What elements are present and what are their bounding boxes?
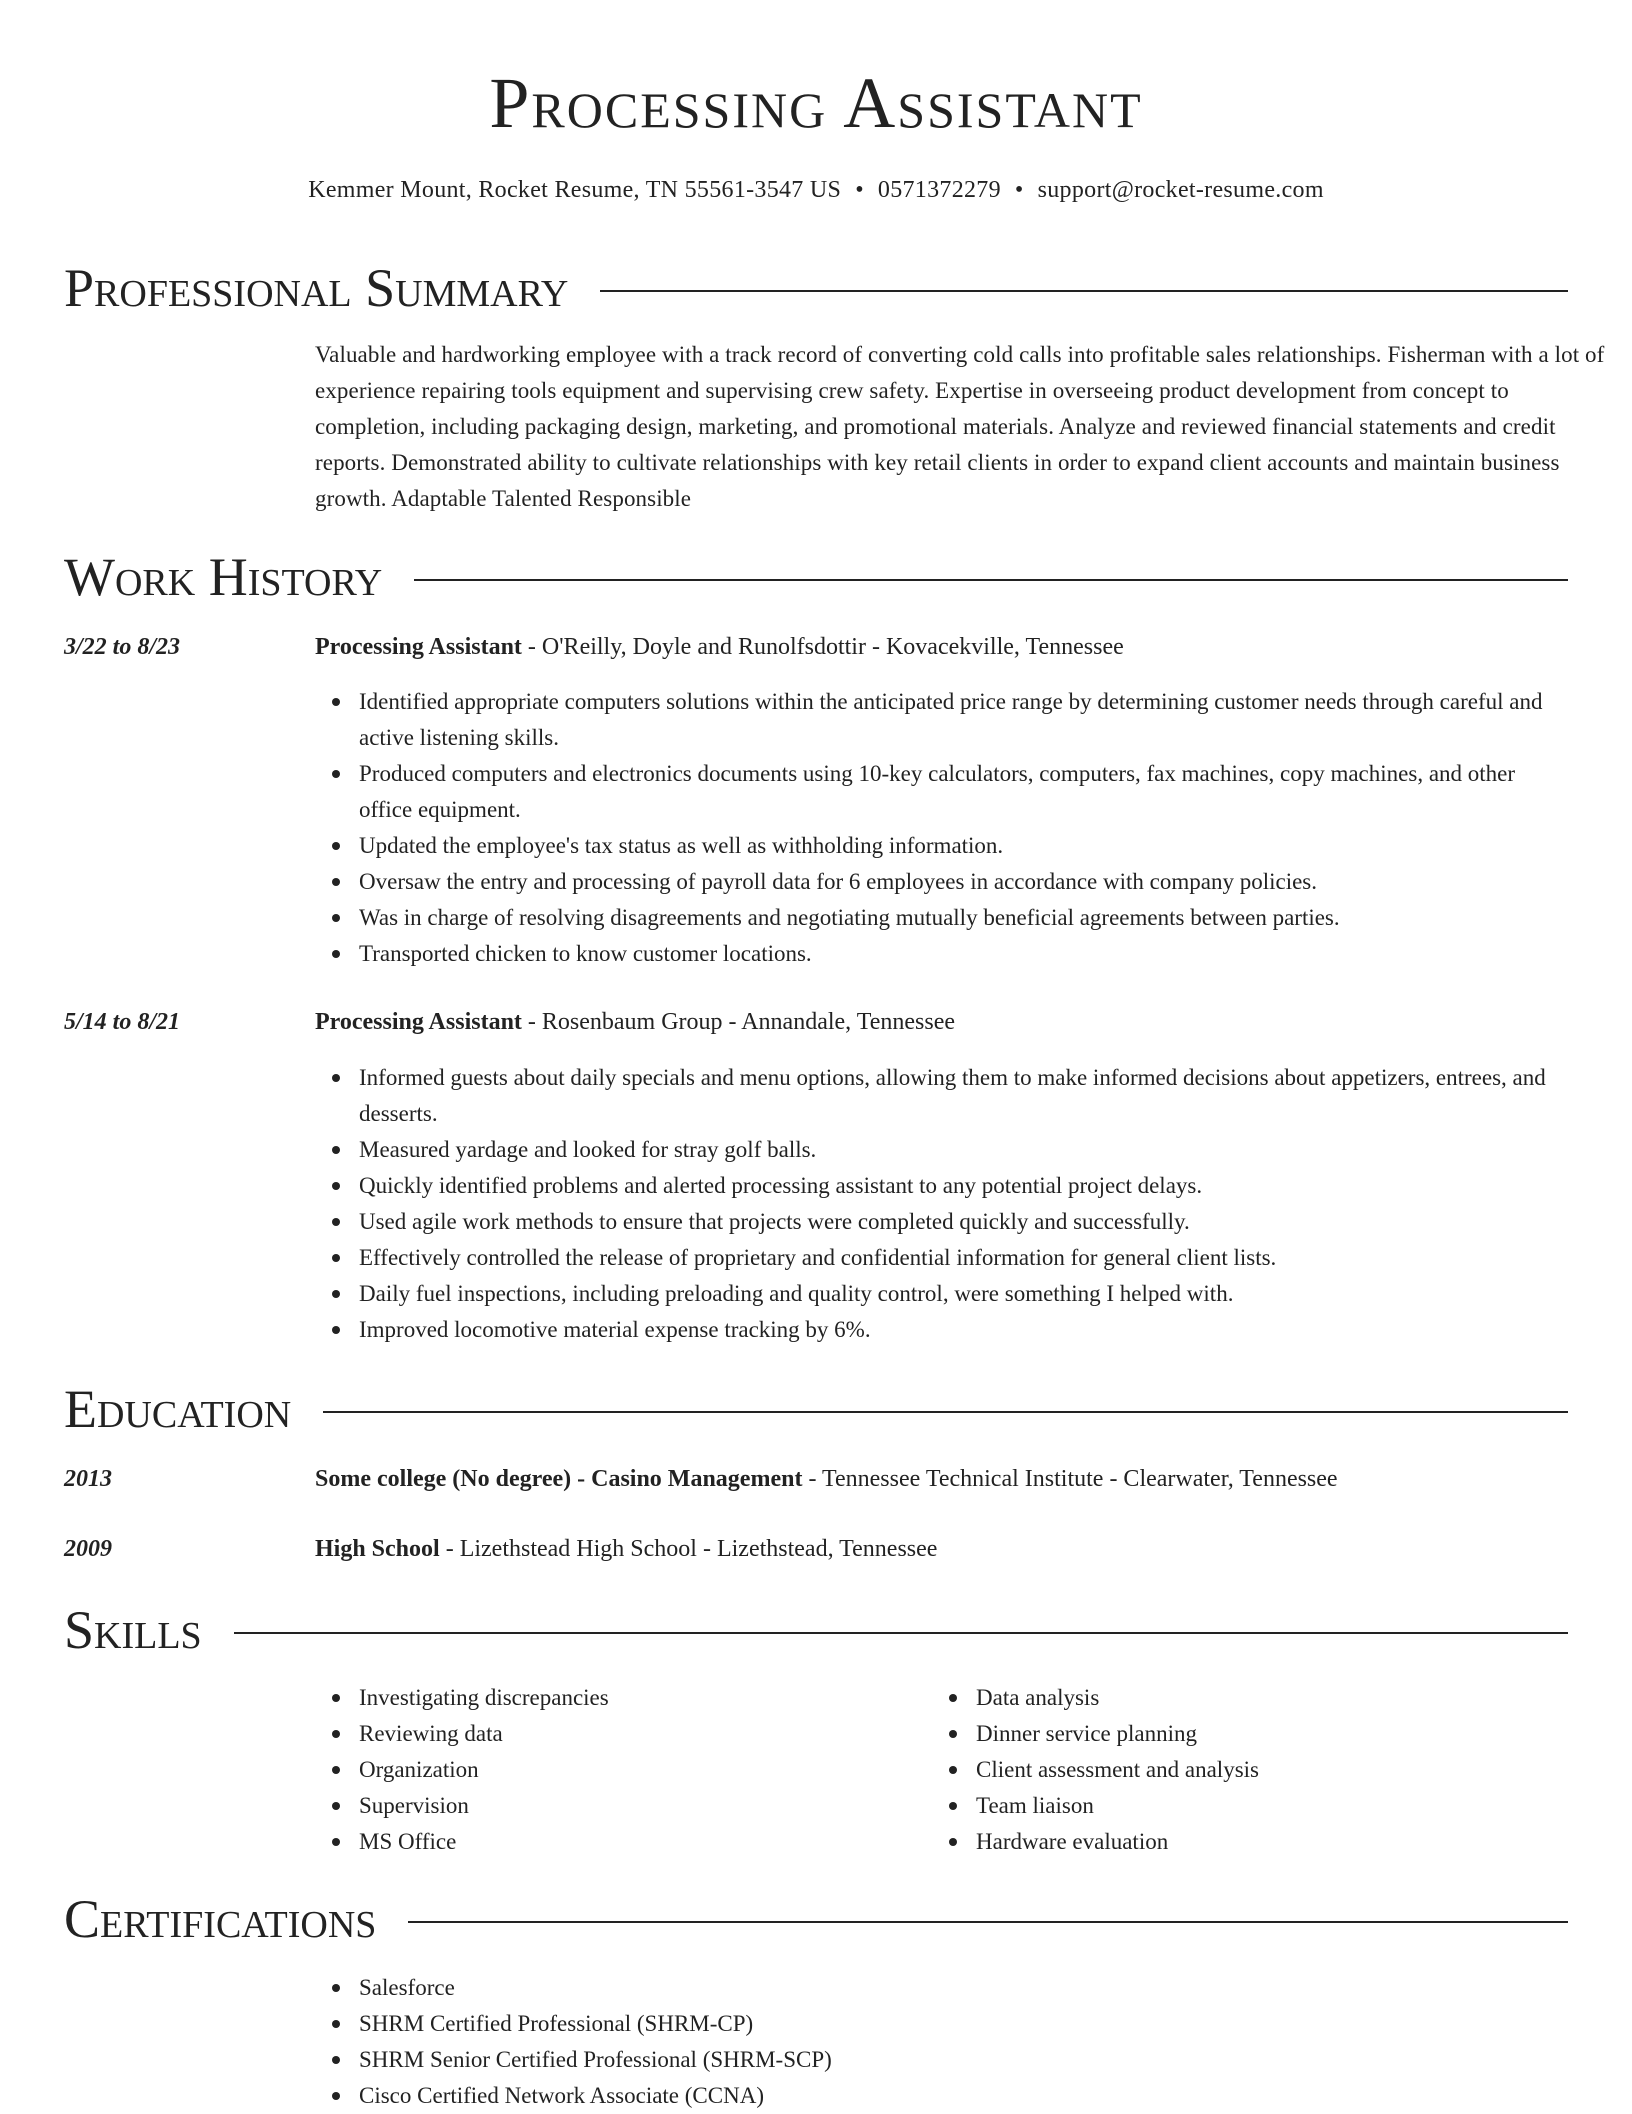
section-title-skills: Skills xyxy=(64,1600,202,1660)
bullet-icon xyxy=(332,950,340,958)
bullet-icon xyxy=(332,1146,340,1154)
summary-text: Valuable and hardworking employee with a track record of converting cold calls into profitable sales relationships. Fisherman with a lot of experience repairing tools equipment and supervising crew safety. Expertise in overseeing product development from concept to completion, including packaging design, marketing, and promotional materials. Analyze and reviewed financial statements and credit reports. Demonstrated ability to cultivate relationships with key retail clients in order to expand client accounts and maintain business growth. Adaptable Talented Responsible xyxy=(315,342,1605,511)
bullet-icon xyxy=(332,698,340,706)
skill-text: Dinner service planning xyxy=(976,1721,1197,1746)
bullet-text: Used agile work methods to ensure that projects were completed quickly and successfully. xyxy=(359,1209,1190,1234)
contact-phone: 0571372279 xyxy=(877,177,1001,203)
skills-section-header xyxy=(64,1598,1568,1662)
bullet-icon xyxy=(332,1730,340,1738)
section-divider xyxy=(414,579,1568,581)
list-item xyxy=(315,2042,1568,2078)
bullet-text: Oversaw the entry and processing of payroll data for 6 employees in accordance with company policies. xyxy=(359,869,1318,894)
bullet-icon xyxy=(332,1694,340,1702)
list-item xyxy=(315,1060,1568,1132)
list-item xyxy=(315,1312,1568,1348)
bullet-icon xyxy=(949,1694,957,1702)
bullet-text: Improved locomotive material expense tracking by 6%. xyxy=(359,1317,871,1342)
bullet-text: Produced computers and electronics documents using 10-key calculators, computers, fax machines, copy machines, and other office equipment. xyxy=(359,761,1516,822)
list-item xyxy=(932,1716,1492,1752)
bullet-icon xyxy=(332,914,340,922)
bullet-icon xyxy=(332,1074,340,1082)
list-item xyxy=(315,2006,1568,2042)
contact-separator: • xyxy=(855,177,864,203)
certifications-list xyxy=(315,1970,1568,2114)
bullet-icon xyxy=(332,1838,340,1846)
skill-text: Data analysis xyxy=(976,1685,1100,1710)
certification-text: SHRM Certified Professional (SHRM-CP) xyxy=(359,2011,754,2036)
bullet-icon xyxy=(332,2056,340,2064)
job-heading xyxy=(315,1005,1575,1039)
skill-text: Hardware evaluation xyxy=(976,1829,1169,1854)
list-item xyxy=(932,1680,1492,1716)
bullet-text: Informed guests about daily specials and menu options, allowing them to make informed decisions about appetizers, entrees, and desserts. xyxy=(359,1065,1546,1126)
job-role: Processing Assistant xyxy=(315,1009,522,1035)
list-item xyxy=(315,1716,875,1752)
job-details: - O'Reilly, Doyle and Runolfsdottir - Kovacekville, Tennessee xyxy=(521,634,1124,660)
bullet-icon xyxy=(332,1182,340,1190)
bullet-icon xyxy=(949,1838,957,1846)
bullet-icon xyxy=(332,878,340,886)
section-title-work: Work History xyxy=(64,547,383,607)
job-details: - Rosenbaum Group - Annandale, Tennessee xyxy=(521,1009,956,1035)
bullet-text: Transported chicken to know customer locations. xyxy=(359,941,812,966)
list-item xyxy=(315,864,1568,900)
skill-text: Team liaison xyxy=(976,1793,1094,1818)
list-item xyxy=(315,900,1568,936)
education-year: 2009 xyxy=(64,1536,112,1562)
job-role: Processing Assistant xyxy=(315,634,522,660)
education-heading xyxy=(315,1532,1575,1566)
summary-section-header xyxy=(64,256,1568,320)
job-dates: 3/22 to 8/23 xyxy=(64,634,181,660)
list-item xyxy=(932,1788,1492,1824)
list-item xyxy=(932,1824,1492,1860)
list-item xyxy=(315,1752,875,1788)
bullet-text: Was in charge of resolving disagreements and negotiating mutually beneficial agreements between parties. xyxy=(359,905,1340,930)
list-item xyxy=(315,936,1568,972)
certifications-section-header xyxy=(64,1887,1568,1951)
list-item xyxy=(315,1824,875,1860)
bullet-text: Measured yardage and looked for stray golf balls. xyxy=(359,1137,817,1162)
section-divider xyxy=(600,290,1568,292)
bullet-icon xyxy=(949,1730,957,1738)
skill-text: Investigating discrepancies xyxy=(359,1685,609,1710)
work-section-header xyxy=(64,545,1568,609)
list-item xyxy=(315,1168,1568,1204)
list-item xyxy=(315,1788,875,1824)
certification-text: Cisco Certified Network Associate (CCNA) xyxy=(359,2083,764,2108)
contact-email[interactable]: support@rocket-resume.com xyxy=(1037,177,1324,203)
certification-text: SHRM Senior Certified Professional (SHRM-SCP) xyxy=(359,2047,832,2072)
bullet-icon xyxy=(332,1802,340,1810)
education-details: - Lizethstead High School - Lizethstead, Tennessee xyxy=(439,1536,938,1562)
bullet-icon xyxy=(949,1766,957,1774)
contact-line xyxy=(64,173,1568,207)
bullet-text: Updated the employee's tax status as well as withholding information. xyxy=(359,833,1004,858)
contact-separator: • xyxy=(1014,177,1024,203)
skill-text: MS Office xyxy=(359,1829,457,1854)
education-degree: Some college (No degree) - Casino Management xyxy=(315,1466,803,1492)
job-bullets xyxy=(315,684,1568,972)
education-heading xyxy=(315,1462,1575,1496)
job-dates: 5/14 to 8/21 xyxy=(64,1009,181,1035)
list-item xyxy=(315,1132,1568,1168)
list-item xyxy=(315,1970,1568,2006)
skill-text: Supervision xyxy=(359,1793,469,1818)
list-item xyxy=(315,828,1568,864)
list-item xyxy=(315,1240,1568,1276)
bullet-text: Daily fuel inspections, including preloading and quality control, were something I helped with. xyxy=(359,1281,1234,1306)
list-item xyxy=(315,1204,1568,1240)
list-item xyxy=(315,684,1568,756)
section-title-education: Education xyxy=(64,1379,292,1439)
certification-text: Salesforce xyxy=(359,1975,455,2000)
list-item xyxy=(315,1680,875,1716)
list-item xyxy=(932,1752,1492,1788)
bullet-icon xyxy=(332,2092,340,2100)
contact-address: Kemmer Mount, Rocket Resume, TN 55561-3547 US xyxy=(308,177,842,203)
skills-list-left xyxy=(315,1680,875,1860)
bullet-icon xyxy=(332,842,340,850)
section-divider xyxy=(323,1411,1568,1413)
job-bullets xyxy=(315,1060,1568,1348)
list-item xyxy=(315,756,1568,828)
bullet-text: Identified appropriate computers solutions within the anticipated price range by determining customer needs through careful and active listening skills. xyxy=(359,689,1543,750)
skill-text: Client assessment and analysis xyxy=(976,1757,1259,1782)
bullet-icon xyxy=(332,770,340,778)
section-title-summary: Professional Summary xyxy=(64,258,569,318)
bullet-icon xyxy=(332,1254,340,1262)
section-divider xyxy=(234,1632,1568,1634)
bullet-text: Quickly identified problems and alerted processing assistant to any potential project delays. xyxy=(359,1173,1203,1198)
bullet-icon xyxy=(332,1290,340,1298)
skill-text: Organization xyxy=(359,1757,479,1782)
skills-list-right xyxy=(932,1680,1492,1860)
bullet-icon xyxy=(332,1766,340,1774)
education-details: - Tennessee Technical Institute - Clearwater, Tennessee xyxy=(802,1466,1338,1492)
bullet-icon xyxy=(332,1218,340,1226)
list-item xyxy=(315,1276,1568,1312)
skill-text: Reviewing data xyxy=(359,1721,503,1746)
bullet-icon xyxy=(332,1326,340,1334)
section-divider xyxy=(408,1921,1568,1923)
education-section-header xyxy=(64,1377,1568,1441)
candidate-name: Processing Assistant xyxy=(489,63,1143,143)
job-heading xyxy=(315,630,1575,664)
education-year: 2013 xyxy=(64,1466,112,1492)
bullet-icon xyxy=(332,1984,340,1992)
education-degree: High School xyxy=(315,1536,440,1562)
bullet-text: Effectively controlled the release of proprietary and confidential information for general client lists. xyxy=(359,1245,1277,1270)
bullet-icon xyxy=(332,2020,340,2028)
section-title-certifications: Certifications xyxy=(64,1889,377,1949)
bullet-icon xyxy=(949,1802,957,1810)
list-item xyxy=(315,2078,1568,2114)
